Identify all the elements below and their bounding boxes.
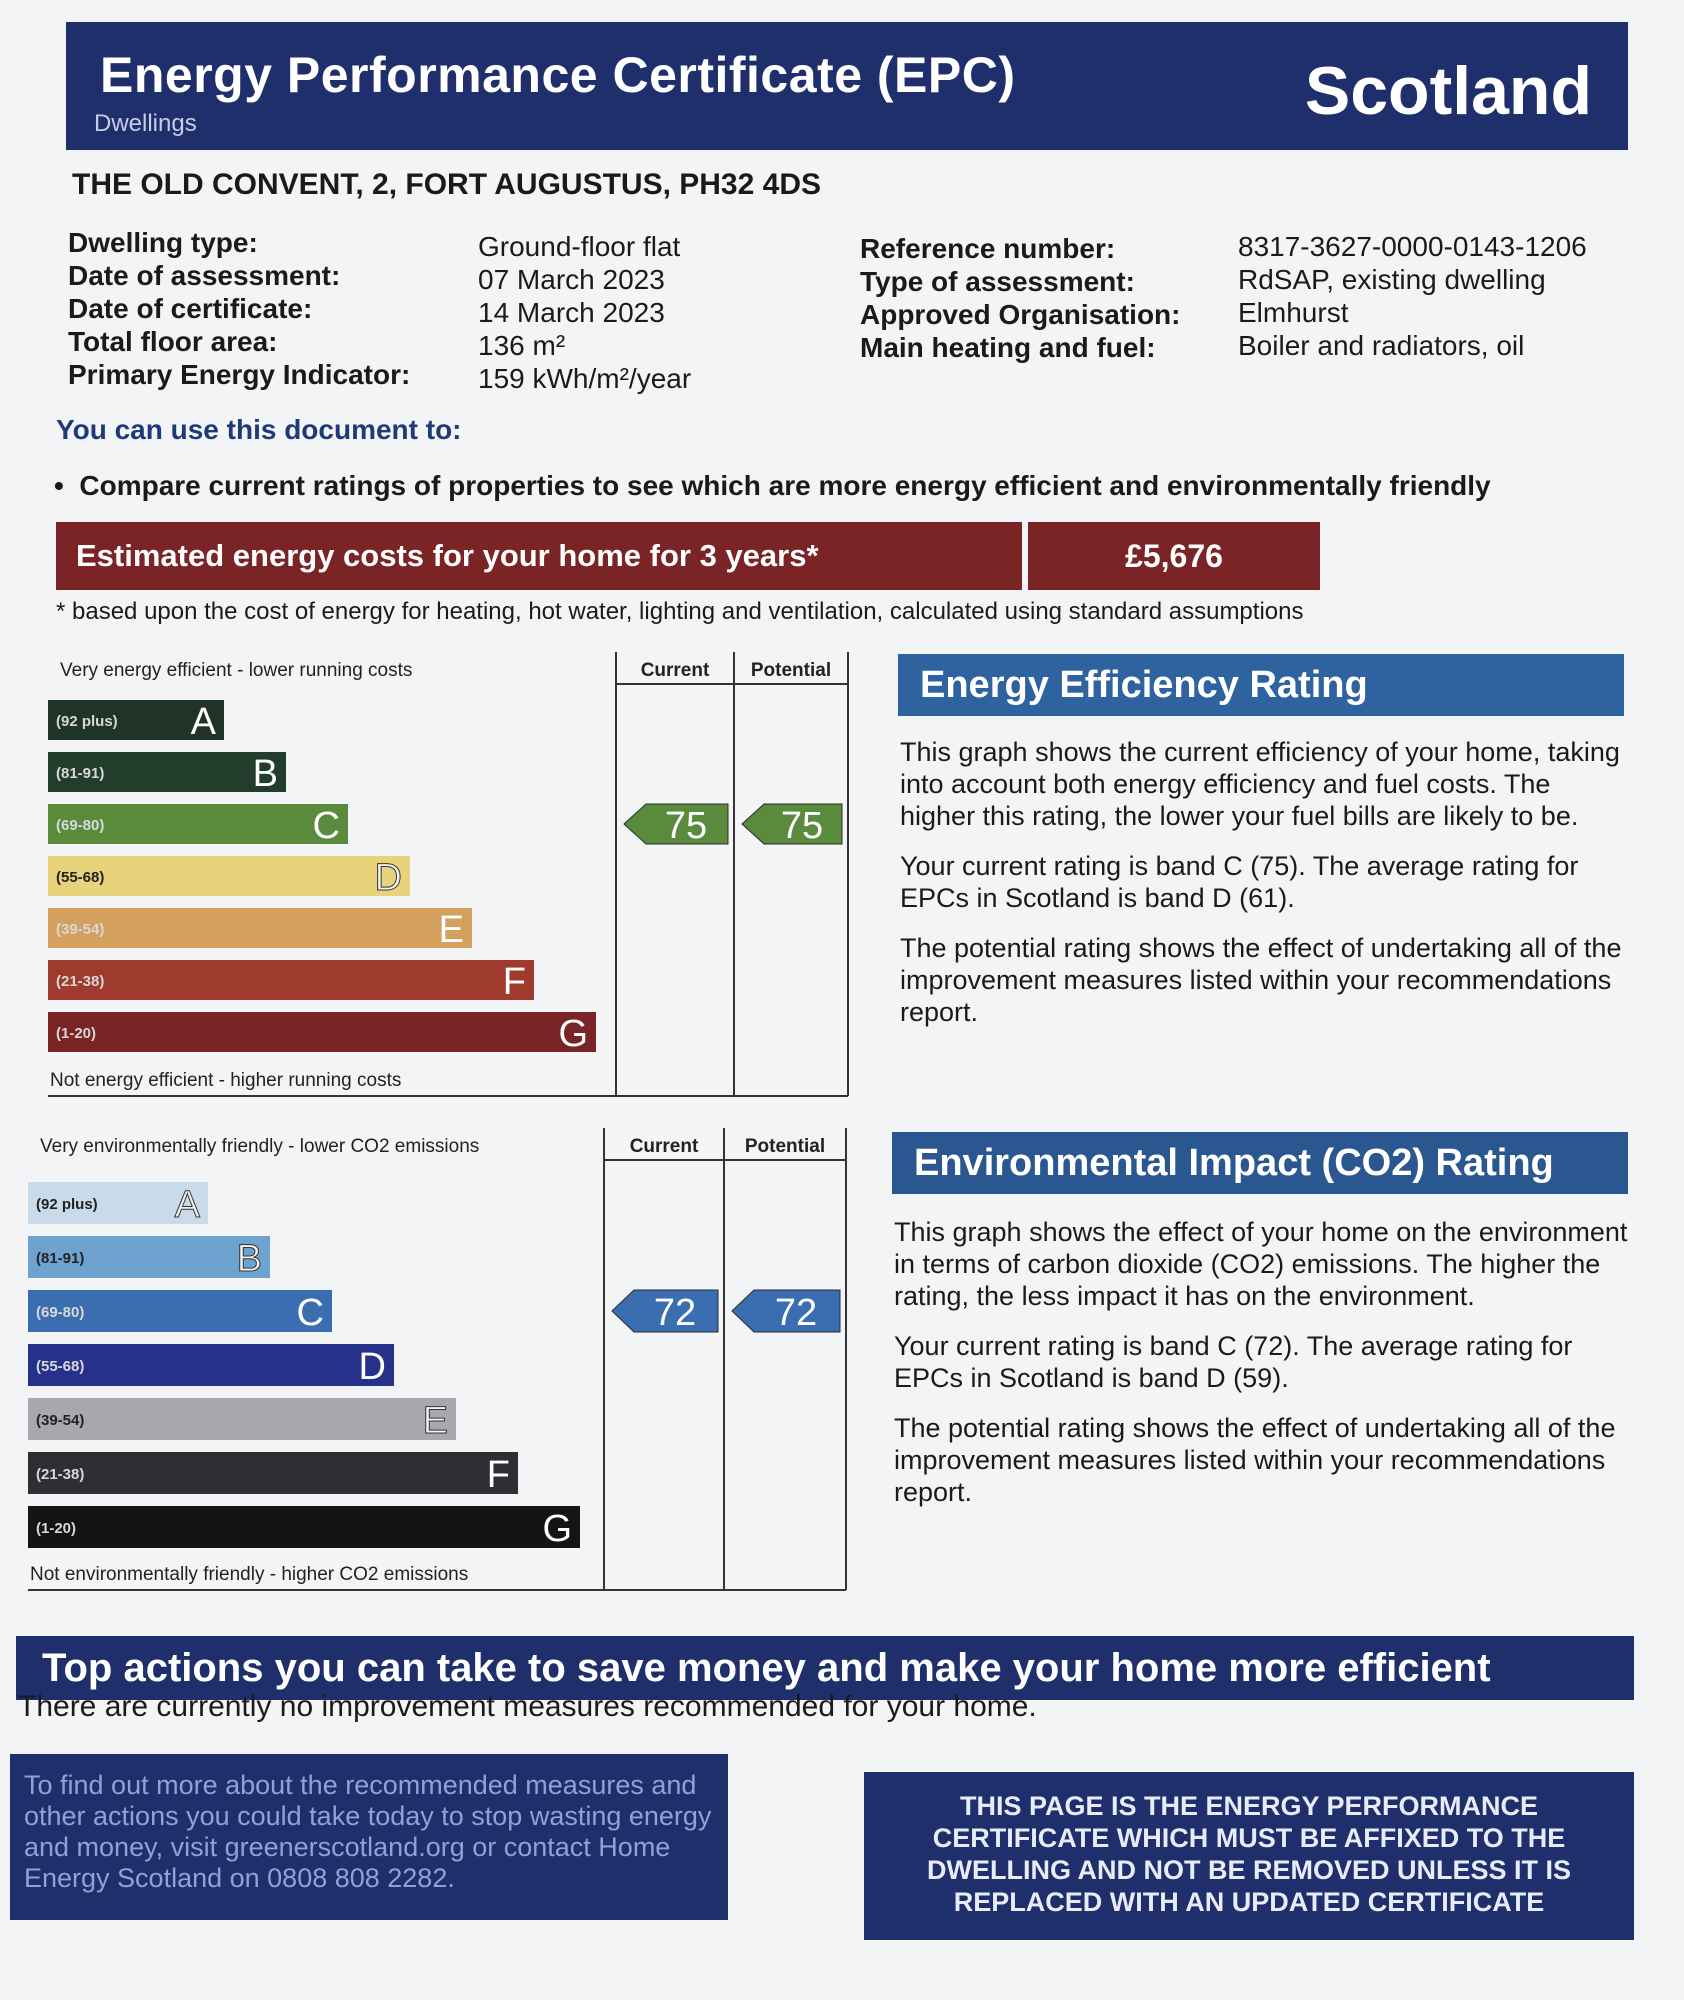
energy-band-letter: G <box>558 1013 588 1055</box>
use-heading: You can use this document to: <box>56 414 462 445</box>
use-bullet: • Compare current ratings of properties to see which are more energy efficient and environmentally friendly <box>54 470 1491 501</box>
energy-band-range: (21-38) <box>56 973 105 990</box>
use-bullet-text: Compare current ratings of properties to see which are more energy efficient and environmentally friendly <box>79 470 1491 501</box>
environment-top-label: Very environmentally friendly - lower CO2 emissions <box>40 1136 480 1157</box>
region-label: Scotland <box>1304 53 1592 129</box>
more-info-box: To find out more about the recommended measures and other actions you could take today to stop wasting energy and money, visit greenerscotland.org or contact Home Energy Scotland on 0808 808 2282. <box>10 1754 728 1920</box>
detail-value: Elmhurst <box>1238 297 1349 328</box>
detail-value: 136 m² <box>478 330 566 361</box>
energy-band-g <box>48 1012 596 1052</box>
energy-top-label: Very energy efficient - lower running costs <box>60 660 413 681</box>
detail-label: Date of certificate: <box>68 293 313 324</box>
environment-band-letter: E <box>422 1400 448 1442</box>
energy-band-letter: C <box>312 805 340 847</box>
environment-band-letter: D <box>358 1346 386 1388</box>
detail-label: Total floor area: <box>68 326 278 357</box>
environment-panel-heading: Environmental Impact (CO2) Rating <box>892 1132 1628 1194</box>
energy-potential-value: 75 <box>780 805 824 847</box>
energy-costs-label: Estimated energy costs for your home for 3 years* <box>76 538 819 573</box>
energy-band-f <box>48 960 534 1000</box>
environment-panel-text <box>892 1216 1628 1508</box>
detail-value: Boiler and radiators, oil <box>1238 330 1525 361</box>
affix-notice-box: THIS PAGE IS THE ENERGY PERFORMANCE CERTIFICATE WHICH MUST BE AFFIXED TO THE DWELLING AND NOT BE REMOVED UNLESS IT IS REPLACED WITH AN UPDATED CERTIFICATE <box>864 1772 1634 1940</box>
costs-footnote: * based upon the cost of energy for heating, hot water, lighting and ventilation, calculated using standard assumptions <box>56 598 1304 625</box>
environment-col-current: Current <box>629 1136 699 1157</box>
energy-costs-value: £5,676 <box>1028 522 1320 590</box>
detail-label: Approved Organisation: <box>860 299 1181 330</box>
energy-band-letter: E <box>438 909 464 951</box>
certificate-title: Energy Performance Certificate (EPC) <box>100 47 1016 103</box>
environment-band-range: (81-91) <box>36 1250 85 1267</box>
detail-label: Type of assessment: <box>860 266 1135 297</box>
detail-value: 14 March 2023 <box>478 297 665 328</box>
energy-col-current: Current <box>640 660 710 681</box>
environment-band-letter: C <box>296 1292 324 1334</box>
energy-panel-heading: Energy Efficiency Rating <box>898 654 1624 716</box>
environment-band-range: (1-20) <box>36 1520 77 1537</box>
energy-col-potential: Potential <box>750 660 832 681</box>
environment-band-letter: F <box>486 1454 510 1496</box>
environment-band-g <box>28 1506 580 1548</box>
property-address: THE OLD CONVENT, 2, FORT AUGUSTUS, PH32 4DS <box>72 168 821 201</box>
environment-panel-p2: Your current rating is band C (72). The average rating for EPCs in Scotland is band D (59). <box>894 1331 1573 1393</box>
detail-value: 8317-3627-0000-0143-1206 <box>1238 231 1587 262</box>
detail-value: 07 March 2023 <box>478 264 665 295</box>
environment-panel-p1: This graph shows the effect of your home on the environment in terms of carbon dioxide (CO2) emissions. The higher the rating, the less impact it has on the environment. <box>894 1217 1628 1311</box>
environment-band-range: (21-38) <box>36 1466 85 1483</box>
energy-band-range: (69-80) <box>56 817 105 834</box>
energy-band-letter: D <box>374 857 402 899</box>
energy-panel-p2: Your current rating is band C (75). The average rating for EPCs in Scotland is band D (61). <box>900 851 1579 913</box>
energy-band-letter: B <box>252 753 278 795</box>
energy-panel-p1: This graph shows the current efficiency of your home, taking into account both energy efficiency and fuel costs. The higher this rating, the lower your fuel bills are likely to be. <box>900 737 1620 831</box>
environment-band-letter: A <box>174 1184 200 1226</box>
environment-panel-p3: The potential rating shows the effect of undertaking all of the improvement measures listed within your recommendations report. <box>894 1413 1616 1507</box>
certificate-subtitle: Dwellings <box>94 110 197 137</box>
detail-label: Reference number: <box>860 233 1116 264</box>
top-actions-heading: Top actions you can take to save money and make your home more efficient <box>16 1636 1634 1700</box>
energy-panel-p3: The potential rating shows the effect of undertaking all of the improvement measures listed within your recommendations report. <box>900 933 1622 1027</box>
environment-band-e <box>28 1398 456 1440</box>
environment-current-value: 72 <box>653 1292 697 1334</box>
environment-band-range: (55-68) <box>36 1358 85 1375</box>
environment-band-range: (69-80) <box>36 1304 85 1321</box>
energy-current-value: 75 <box>664 805 708 847</box>
environment-band-f <box>28 1452 518 1494</box>
energy-band-range: (55-68) <box>56 869 105 886</box>
detail-value: RdSAP, existing dwelling <box>1238 264 1546 295</box>
detail-label: Main heating and fuel: <box>860 332 1156 363</box>
environment-panel <box>892 1132 1628 1526</box>
energy-band-range: (92 plus) <box>56 713 118 730</box>
no-measures-text: There are currently no improvement measures recommended for your home. <box>18 1690 1037 1723</box>
energy-panel <box>898 654 1624 1046</box>
detail-label: Date of assessment: <box>68 260 341 291</box>
energy-band-range: (1-20) <box>56 1025 97 1042</box>
energy-band-letter: A <box>190 701 216 743</box>
detail-value: 159 kWh/m²/year <box>478 363 692 394</box>
environment-band-letter: G <box>542 1508 572 1550</box>
detail-label: Dwelling type: <box>68 227 258 258</box>
environment-col-potential: Potential <box>744 1136 826 1157</box>
environment-band-range: (92 plus) <box>36 1196 98 1213</box>
detail-label: Primary Energy Indicator: <box>68 359 411 390</box>
environment-potential-value: 72 <box>774 1292 818 1334</box>
energy-band-e <box>48 908 472 948</box>
environment-band-letter: B <box>236 1238 262 1280</box>
energy-band-range: (81-91) <box>56 765 105 782</box>
energy-band-range: (39-54) <box>56 921 105 938</box>
energy-panel-text <box>898 736 1624 1028</box>
environment-bottom-label: Not environmentally friendly - higher CO2 emissions <box>30 1564 469 1585</box>
energy-band-letter: F <box>502 961 526 1003</box>
detail-value: Ground-floor flat <box>478 231 681 262</box>
energy-bottom-label: Not energy efficient - higher running costs <box>50 1070 402 1091</box>
environment-band-range: (39-54) <box>36 1412 85 1429</box>
